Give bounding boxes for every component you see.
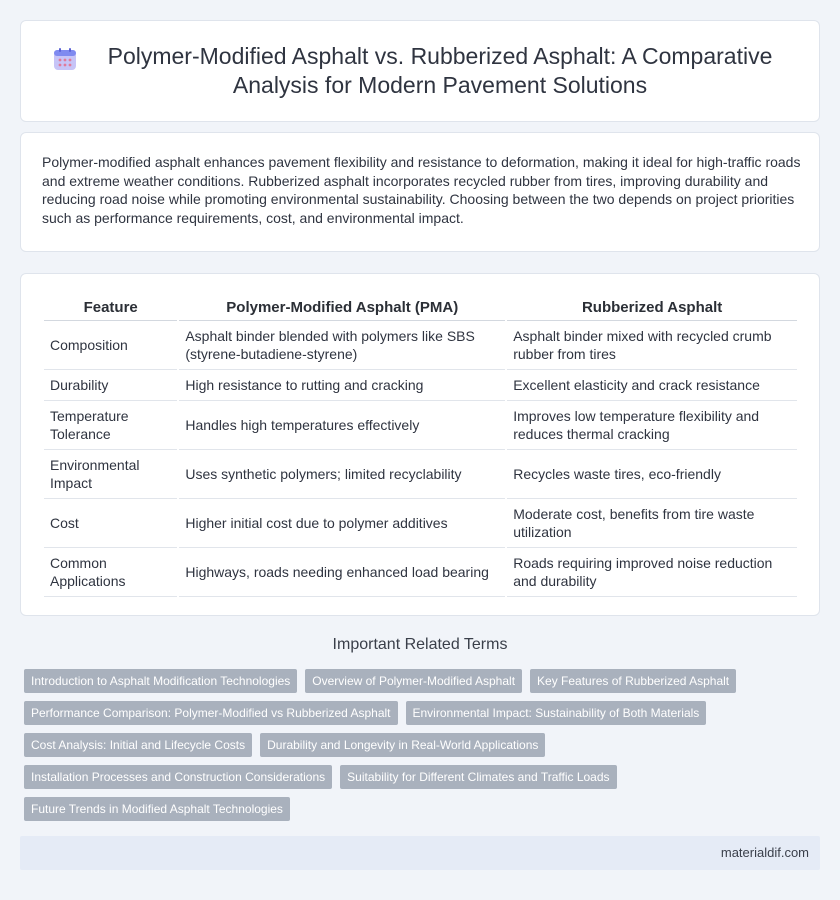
related-term-tag[interactable]: Overview of Polymer-Modified Asphalt — [305, 669, 522, 693]
table-row — [44, 499, 797, 548]
related-term-tag[interactable]: Cost Analysis: Initial and Lifecycle Costs — [24, 733, 252, 757]
related-term-tag[interactable]: Performance Comparison: Polymer-Modified vs Rubberized Asphalt — [24, 701, 398, 725]
table-cell: Composition — [44, 321, 177, 370]
comparison-table-card — [20, 273, 820, 616]
table-cell: Moderate cost, benefits from tire waste utilization — [507, 499, 797, 548]
table-cell: Temperature Tolerance — [44, 401, 177, 450]
table-cell: Uses synthetic polymers; limited recyclability — [179, 450, 505, 499]
related-term-tag[interactable]: Suitability for Different Climates and Traffic Loads — [340, 765, 616, 789]
table-cell: Cost — [44, 499, 177, 548]
column-header-rubberized: Rubberized Asphalt — [507, 296, 797, 321]
table-cell: Recycles waste tires, eco-friendly — [507, 450, 797, 499]
table-cell: Improves low temperature flexibility and reduces thermal cracking — [507, 401, 797, 450]
table-row — [44, 401, 797, 450]
related-term-tag[interactable]: Environmental Impact: Sustainability of Both Materials — [406, 701, 707, 725]
footer-site-link[interactable]: materialdif.com — [720, 845, 809, 860]
related-term-tag[interactable]: Durability and Longevity in Real-World Applications — [260, 733, 545, 757]
related-term-tag[interactable]: Installation Processes and Construction Considerations — [24, 765, 332, 789]
table-cell: Handles high temperatures effectively — [179, 401, 505, 450]
table-cell: Excellent elasticity and crack resistance — [507, 370, 797, 401]
table-cell: Higher initial cost due to polymer additives — [179, 499, 505, 548]
table-cell: Roads requiring improved noise reduction and durability — [507, 548, 797, 597]
related-term-tag[interactable]: Introduction to Asphalt Modification Technologies — [24, 669, 297, 693]
table-header-row — [44, 296, 797, 321]
table-row — [44, 548, 797, 597]
footer-bar — [20, 836, 820, 870]
related-term-tag[interactable]: Future Trends in Modified Asphalt Technologies — [24, 797, 290, 821]
table-cell: Asphalt binder blended with polymers like SBS (styrene-butadiene-styrene) — [179, 321, 505, 370]
table-cell: Environmental Impact — [44, 450, 177, 499]
comparison-table — [42, 296, 799, 597]
intro-paragraph: Polymer-modified asphalt enhances pavement flexibility and resistance to deformation, making it ideal for high-traffic roads and extreme weather conditions. Rubberized asphalt incorporates recycled rubber from tires, improving durability and reducing road noise while promoting environmental sustainability. Choosing between the two depends on project priorities such as performance requirements, cost, and environmental impact. — [42, 154, 801, 226]
related-terms-heading: Important Related Terms — [332, 636, 508, 653]
table-cell: Durability — [44, 370, 177, 401]
table-cell: Highways, roads needing enhanced load bearing — [179, 548, 505, 597]
intro-card — [20, 132, 820, 252]
table-cell: Common Applications — [44, 548, 177, 597]
table-row — [44, 370, 797, 401]
related-term-tag[interactable]: Key Features of Rubberized Asphalt — [530, 669, 736, 693]
column-header-feature: Feature — [44, 296, 177, 321]
related-terms-list — [24, 669, 824, 829]
table-row — [44, 321, 797, 370]
table-row — [44, 450, 797, 499]
table-cell: High resistance to rutting and cracking — [179, 370, 505, 401]
title-card — [20, 20, 820, 122]
table-cell: Asphalt binder mixed with recycled crumb rubber from tires — [507, 321, 797, 370]
column-header-pma: Polymer-Modified Asphalt (PMA) — [179, 296, 505, 321]
page-title: Polymer-Modified Asphalt vs. Rubberized Asphalt: A Comparative Analysis for Modern Pavement Solutions — [107, 43, 773, 98]
